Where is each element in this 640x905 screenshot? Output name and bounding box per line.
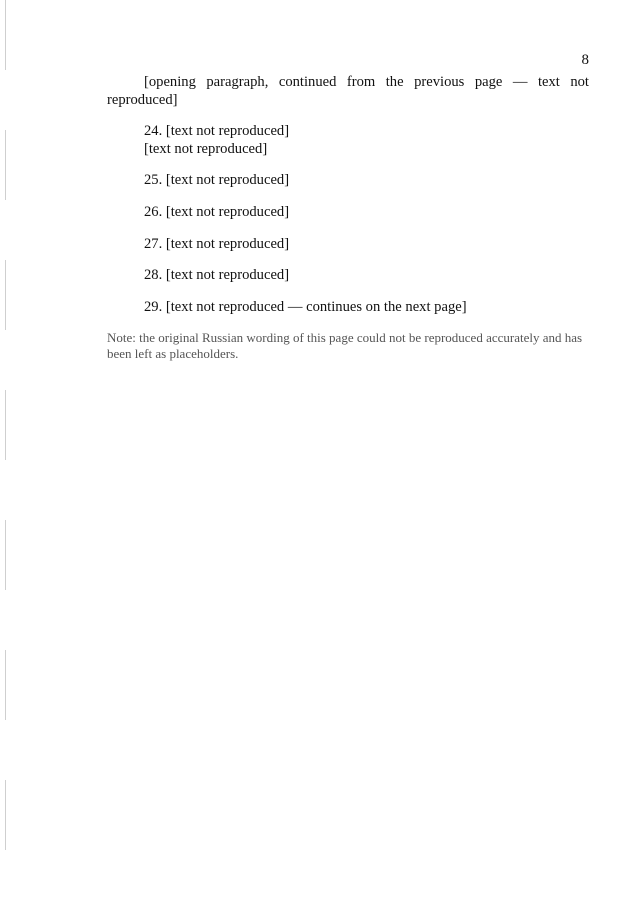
paragraph-26: 26. [text not reproduced] [144,203,290,220]
paragraph-28: 28. [text not reproduced] [144,267,290,284]
paragraph-continuation: [opening paragraph, continued from the previous page — text not reproduced] [107,74,589,108]
paragraph-24: 24. [text not reproduced] [144,123,290,140]
paragraph-25: 25. [text not reproduced] [144,172,290,189]
paragraph-29: 29. [text not reproduced — continues on the next page] [144,298,467,315]
page-number: 8 [581,52,589,68]
document-body [107,74,589,362]
paragraph-27: 27. [text not reproduced] [144,235,290,252]
paragraph-24-part-2: [text not reproduced] [144,140,268,157]
transcription-note: Note: the original Russian wording of this page could not be reproduced accurately and has been left as placeholders. [107,330,583,362]
scan-edge-mark [5,0,6,905]
